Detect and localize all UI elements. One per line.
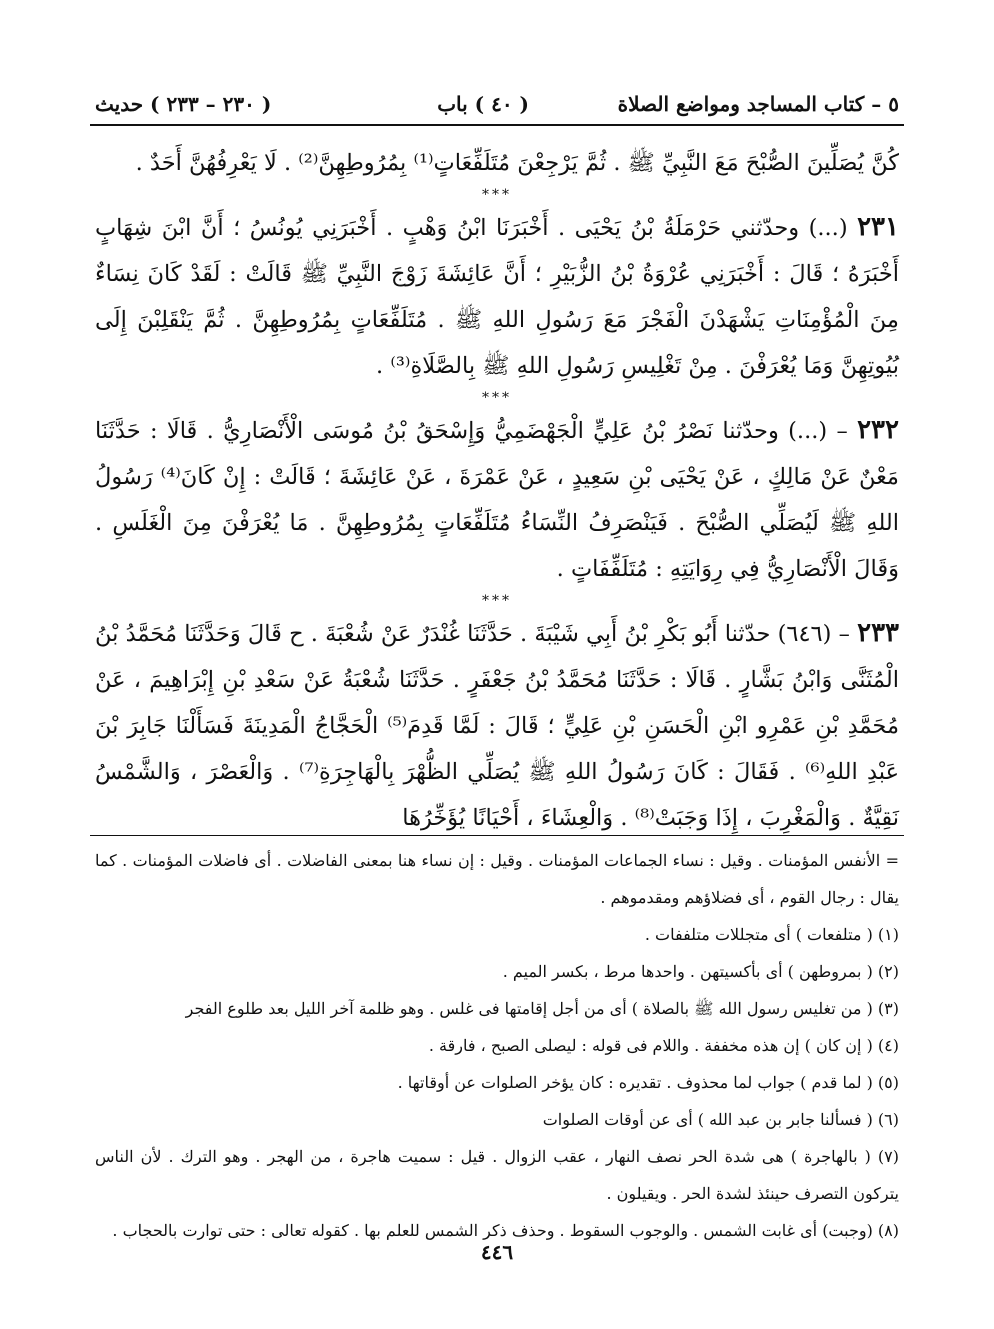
- hadith-232: [95, 407, 899, 592]
- separator-stars: ***: [482, 593, 512, 609]
- hadith-231: [95, 204, 899, 389]
- hadith-number: ٢٣٣: [857, 618, 900, 648]
- footnote-2: (٢) ( بمروطهن ) أى بأكسيتهن . واحدها مرط ، بكسر الميم .: [502, 962, 899, 981]
- page-number: ٤٤٦: [480, 1240, 514, 1264]
- footnote-6: (٦) ( فسألنا جابر بن عبد الله ) أى عن أوقات الصلوات: [542, 1110, 899, 1129]
- continued-line: كُنَّ يُصَلِّينَ الصُّبْحَ مَعَ النَّبِيِّ ﷺ . ثُمَّ يَرْجِعْنَ مُتَلَفِّعَاتٍ⁽¹⁾ بِمُرُوطِهِنَّ⁽²⁾ . لَا يَعْرِفُهُنَّ أَحَدٌ .: [135, 150, 899, 176]
- main-text: [95, 140, 899, 841]
- hadith-text: – (...) وحدّثنا نَصْرُ بْنُ عَلِيٍّ الْجَهْضَمِيُّ وَإِسْحَقُ بْنُ مُوسَى الْأَنْصَارِيُّ . قَالَا : حَدَّثَنَا مَعْنٌ عَنْ مَالِكٍ ، عَنْ يَحْيَى بْنِ سَعِيدٍ ، عَنْ عَمْرَةَ ، عَنْ عَائِشَةَ ؛ قَالَتْ : إِنْ كَانَ⁽⁴⁾ رَسُولُ اللهِ ﷺ لَيُصَلِّي الصُّبْحَ . فَيَنْصَرِفُ النِّسَاءُ مُتَلَفِّعَاتٍ بِمُرُوطِهِنَّ . مَا يُعْرَفْنَ مِنَ الْغَلَسِ . وَقَالَ الْأَنْصَارِيُّ فِي رِوَايَتِهِ : مُتَلَفِّفَاتٍ .: [95, 418, 899, 582]
- running-header: [95, 92, 899, 128]
- footnote-8: (٨) (وجبت) أى غابت الشمس . والوجوب السقوط . وحذف ذكر الشمس للعلم بها . كقوله تعالى : حتى توارت بالحجاب .: [112, 1221, 899, 1240]
- book-title: ٥ – كتاب المساجد ومواضع الصلاة: [617, 92, 899, 116]
- footnote-5: (٥) ( لما قدم ) جواب لما محذوف . تقديره : كان يؤخر الصلوات عن أوقاتها .: [397, 1073, 899, 1092]
- separator-stars: ***: [482, 187, 512, 203]
- chapter-label: ( ٤٠ ) باب: [437, 92, 529, 116]
- footnote-1: (١) ( متلفعات ) أى متجللات متلففات .: [644, 925, 899, 944]
- footnote-continuation: = الأنفس المؤمنات . وقيل : نساء الجماعات المؤمنات . وقيل : إن نساء هنا بمعنى الفاضلات . أى فاضلات المؤمنات . كما يقال : رجال القوم ، أى فضلاؤهم ومقدموهم .: [95, 851, 899, 907]
- footnote-3: (٣) ( من تغليس رسول الله ﷺ بالصلاة ) أى من أجل إقامتها فى غلس . وهو ظلمة آخر الليل بعد طلوع الفجر: [185, 999, 899, 1018]
- footnote-7: (٧) ( بالهاجرة ) هى شدة الحر نصف النهار ، عقب الزوال . قيل : سميت هاجرة ، من الهجر . وهو الترك . لأن الناس يتركون التصرف حينئذ لشدة الحر . ويقيلون .: [95, 1147, 899, 1203]
- footnote-4: (٤) ( إن كان ) إن هذه مخففة . واللام فى قوله : ليصلى الصبح ، فارقة .: [428, 1036, 899, 1055]
- footnotes: [95, 842, 899, 1249]
- hadith-text: (...) وحدّثني حَرْمَلَةُ بْنُ يَحْيَى . أَخْبَرَنَا ابْنُ وَهْبٍ . أَخْبَرَنِي يُونُسُ ؛ أَنَّ ابْنَ شِهَابٍ أَخْبَرَهُ ؛ قَالَ : أَخْبَرَنِي عُرْوَةُ بْنُ الزُّبَيْرِ ؛ أَنَّ عَائِشَةَ زَوْجَ النَّبِيِّ ﷺ قَالَتْ : لَقَدْ كَانَ نِسَاءٌ مِنَ الْمُؤْمِنَاتِ يَشْهَدْنَ الْفَجْرَ مَعَ رَسُولِ اللهِ ﷺ . مُتَلَفِّعَاتٍ بِمُرُوطِهِنَّ . ثُمَّ يَنْقَلِبْنَ إِلَى بُيُوتِهِنَّ وَمَا يُعْرَفْنَ . مِنْ تَغْلِيسِ رَسُولِ اللهِ ﷺ بِالصَّلَاةِ⁽³⁾ .: [95, 215, 899, 379]
- separator-stars: ***: [482, 390, 512, 406]
- hadith-number: ٢٣١: [857, 212, 899, 242]
- header-rule: [90, 124, 904, 126]
- hadith-number: ٢٣٢: [857, 415, 899, 445]
- hadith-range: ( ٢٣٠ – ٢٣٣ ) حديث: [95, 92, 272, 116]
- hadith-text: – (٦٤٦) حدّثنا أَبُو بَكْرِ بْنُ أَبِي شَيْبَةَ . حَدَّثَنَا غُنْدَرٌ عَنْ شُعْبَةَ . ح قَالَ وَحَدَّثَنَا مُحَمَّدُ بْنُ الْمُثَنَّى وَابْنُ بَشَّارٍ . قَالَا : حَدَّثَنَا مُحَمَّدُ بْنُ جَعْفَرٍ . حَدَّثَنَا شُعْبَةُ عَنْ سَعْدِ بْنِ إِبْرَاهِيمَ ، عَنْ مُحَمَّدِ بْنِ عَمْرِو ابْنِ الْحَسَنِ بْنِ عَلِيٍّ ؛ قَالَ : لَمَّا قَدِمَ⁽⁵⁾ الْحَجَّاجُ الْمَدِينَةَ فَسَأَلْنَا جَابِرَ بْنَ عَبْدِ اللهِ⁽⁶⁾ . فَقَالَ : كَانَ رَسُولُ اللهِ ﷺ يُصَلِّي الظُّهْرَ بِالْهَاجِرَةِ⁽⁷⁾ . وَالْعَصْرَ ، وَالشَّمْسُ نَقِيَّةٌ . وَالْمَغْرِبَ ، إِذَا وَجَبَتْ⁽⁸⁾ . وَالْعِشَاءَ ، أَحْيَانًا يُؤَخِّرُهَا: [95, 621, 899, 831]
- hadith-233: [95, 610, 899, 841]
- footnote-rule: [90, 835, 904, 836]
